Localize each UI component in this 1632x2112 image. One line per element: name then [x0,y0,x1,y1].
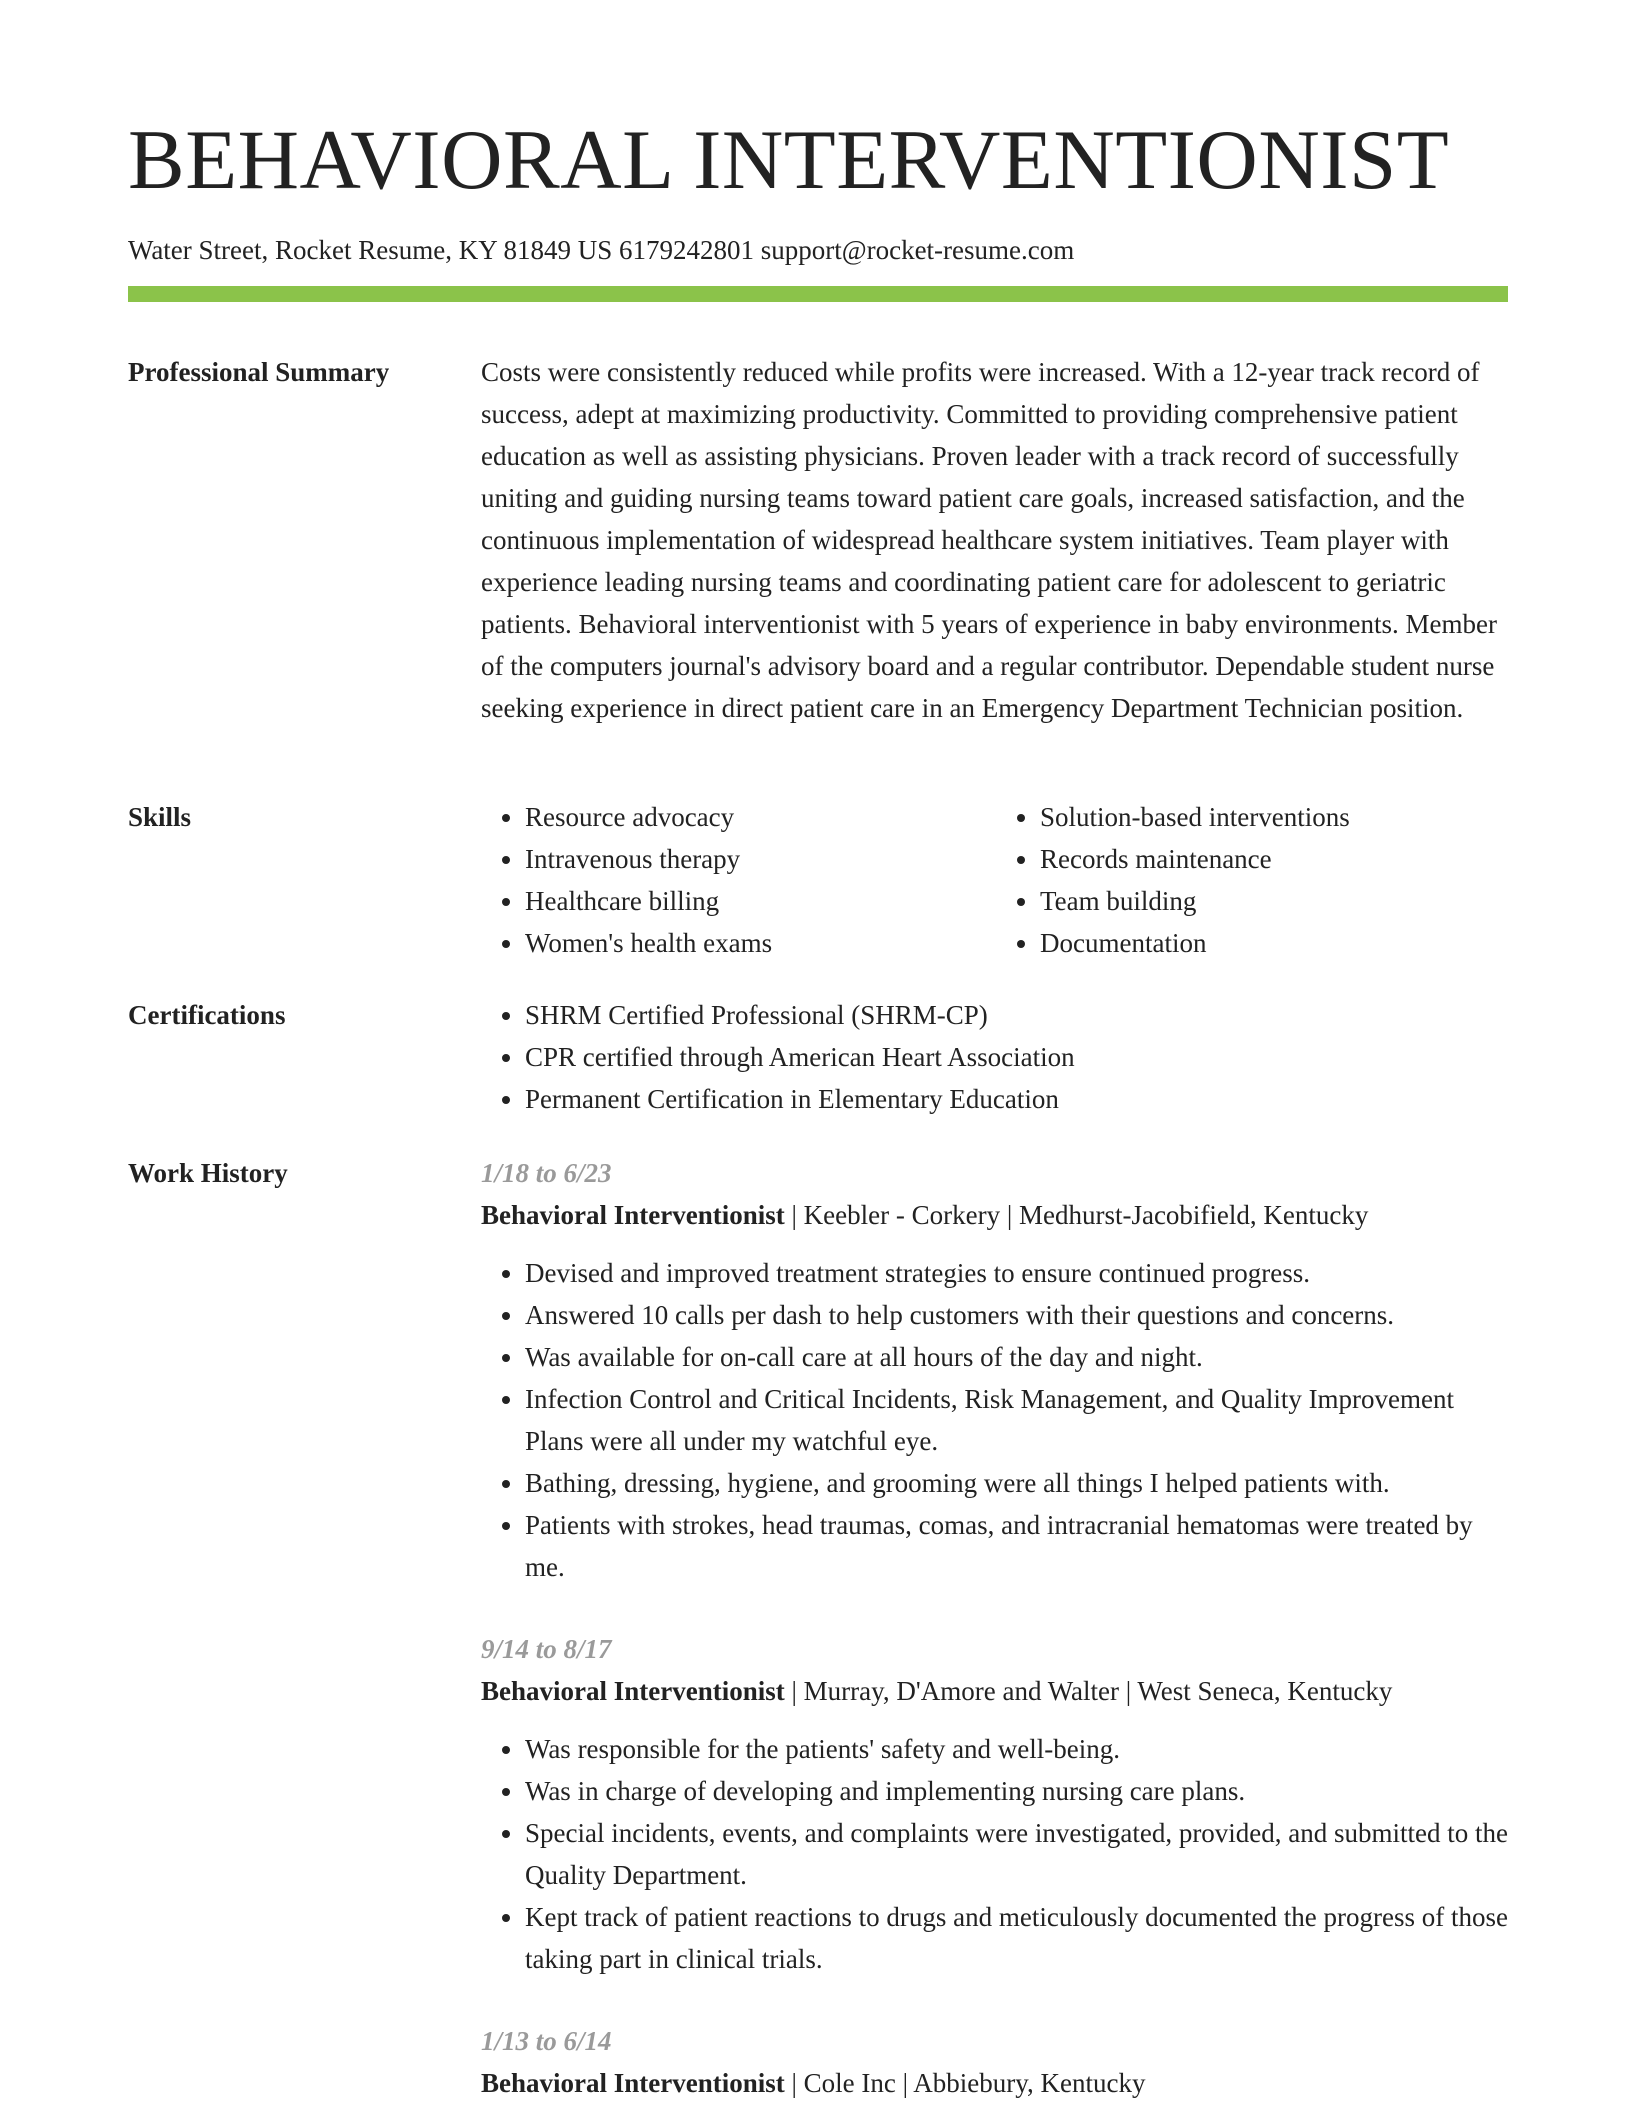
job-bullet: • Was available for on-call care at all hours of the day and night. [525,1336,1511,1378]
job-details: | Murray, D'Amore and Walter | West Seneca, Kentucky [784,1676,1393,1706]
job-details: | Cole Inc | Abbiebury, Kentucky [784,2068,1146,2098]
job-title: Behavioral Interventionist [481,1676,785,1706]
job-bullet: • Was responsible for the patients' safety and well-being. [525,1728,1511,1770]
certification-item: • SHRM Certified Professional (SHRM-CP) [525,994,1511,1036]
job-title: Behavioral Interventionist [481,1200,785,1230]
job-title-line [481,2062,1511,2104]
certification-item: • CPR certified through American Heart Association [525,1036,1511,1078]
job-title-line [481,1194,1511,1236]
job-bullet: • Bathing, dressing, hygiene, and grooming were all things I helped patients with. [525,1462,1511,1504]
job-bullet: • Was in charge of developing and implementing nursing care plans. [525,1770,1511,1812]
job-title-line [481,1670,1511,1712]
job-title: Behavioral Interventionist [481,2068,785,2098]
job-bullets [481,1252,1511,1588]
section-heading-work-history: Work History [128,1158,288,1188]
summary-body [481,351,1511,729]
job-bullet: • Infection Control and Critical Incidents, Risk Management, and Quality Improvement Plans were all under my watchful eye. [525,1378,1511,1462]
skill-item: • Women's health exams [525,922,996,964]
job-details: | Keebler - Corkery | Medhurst-Jacobifield, Kentucky [784,1200,1369,1230]
skills-grid [481,796,1511,964]
skill-item: • Team building [1040,880,1511,922]
job-bullet: • Patients with strokes, head traumas, comas, and intracranial hematomas were treated by me. [525,1504,1511,1588]
skill-item: • Documentation [1040,922,1511,964]
resume-name: BEHAVIORAL INTERVENTIONIST [128,113,1450,207]
skill-item: • Records maintenance [1040,838,1511,880]
job-entry [481,1628,1511,1980]
contact-line: Water Street, Rocket Resume, KY 81849 US 6179242801 support@rocket-resume.com [128,235,1075,265]
job-bullets [481,1728,1511,1980]
certification-item: • Permanent Certification in Elementary Education [525,1078,1511,1120]
skill-item: • Healthcare billing [525,880,996,922]
job-dates: 1/18 to 6/23 [481,1158,612,1188]
skill-item: • Intravenous therapy [525,838,996,880]
job-entry [481,1152,1511,1588]
section-heading-summary: Professional Summary [128,357,390,387]
job-bullet: • Kept track of patient reactions to drugs and meticulously documented the progress of those taking part in clinical trials. [525,1896,1511,1980]
skills-list-right [996,796,1511,964]
certifications-body [481,994,1511,1120]
job-bullet: • Devised and improved treatment strategies to ensure continued progress. [525,1252,1511,1294]
job-dates: 9/14 to 8/17 [481,1634,612,1664]
certifications-list [481,994,1511,1120]
section-heading-skills: Skills [128,802,192,832]
summary-text: Costs were consistently reduced while profits were increased. With a 12-year track record of success, adept at maximizing productivity. Committed to providing comprehensive patient education as well as assisting physicians. Proven leader with a track record of successfully uniting and guiding nursing teams toward patient care goals, increased satisfaction, and the continuous implementation of widespread healthcare system initiatives. Team player with experience leading nursing teams and coordinating patient care for adolescent to geriatric patients. Behavioral interventionist with 5 years of experience in baby environments. Member of the computers journal's advisory board and a regular contributor. Dependable student nurse seeking experience in direct patient care in an Emergency Department Technician position. [481,357,1497,723]
skills-list-left [481,796,996,964]
job-bullet: • Answered 10 calls per dash to help customers with their questions and concerns. [525,1294,1511,1336]
header-divider [128,286,1508,302]
section-heading-certifications: Certifications [128,1000,286,1030]
job-bullet: • Special incidents, events, and complaints were investigated, provided, and submitted to the Quality Department. [525,1812,1511,1896]
job-entry [481,2020,1511,2104]
job-dates: 1/13 to 6/14 [481,2026,612,2056]
skill-item: • Resource advocacy [525,796,996,838]
skills-body [481,796,1511,964]
work-history-body [481,1152,1511,2104]
skill-item: • Solution-based interventions [1040,796,1511,838]
